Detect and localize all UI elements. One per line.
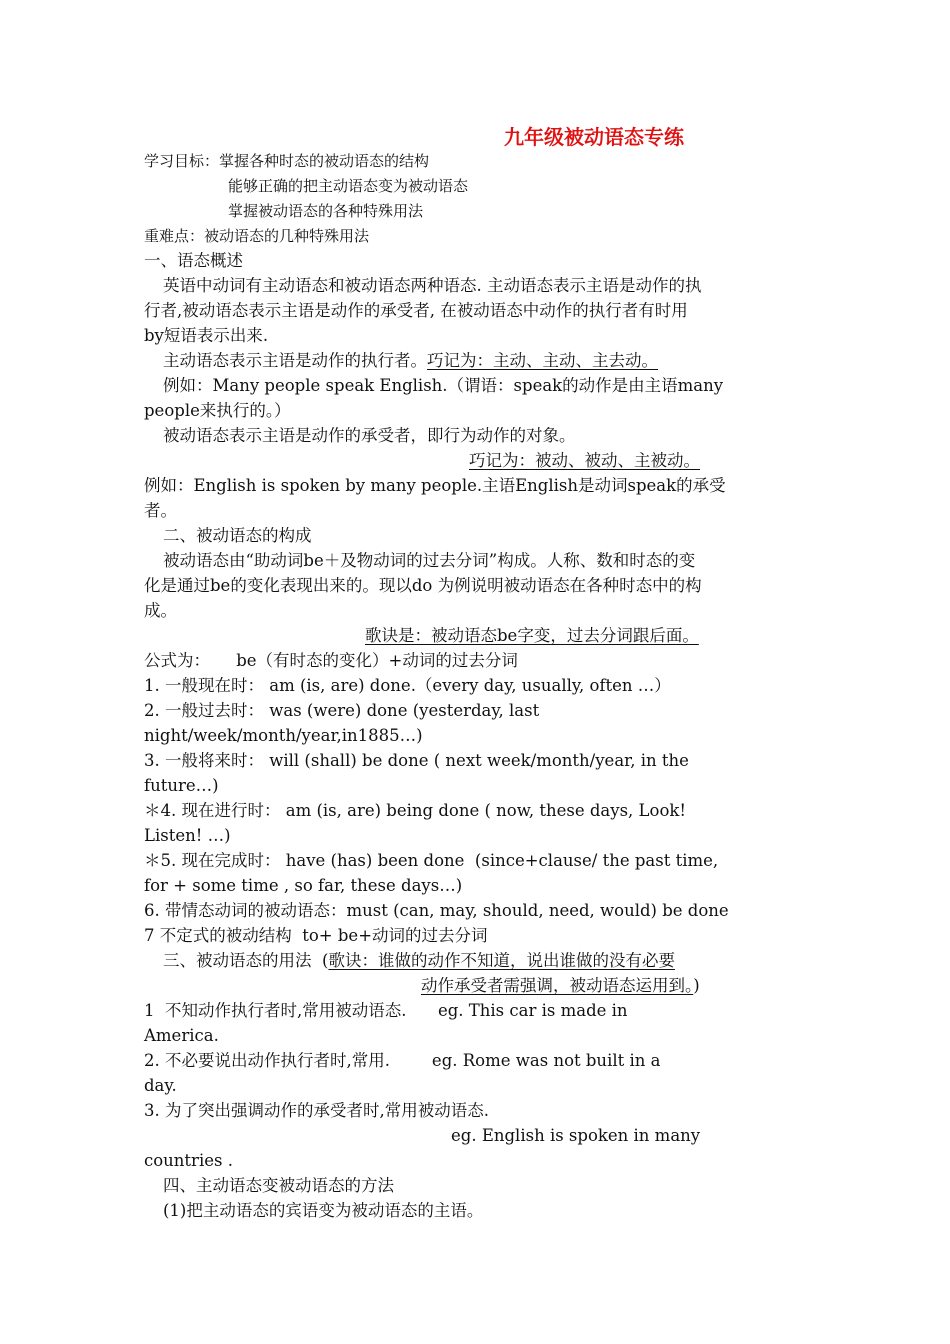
section-heading: 四、主动语态变被动语态的方法 [163, 1176, 394, 1195]
tense-item: 7 不定式的被动结构 to+ be+动词的过去分词 [144, 926, 488, 945]
tense-item: ＊4. 现在进行时： am (is, are) being done ( now, these days, Look! [144, 801, 687, 820]
usage-item: 3. 为了突出强调动作的承受者时,常用被动语态. [144, 1101, 489, 1120]
tense-item: for + some time , so far, these days…) [144, 876, 463, 895]
active-definition: 主动语态表示主语是动作的执行者。 [163, 351, 427, 370]
section-heading: 二、被动语态的构成 [163, 526, 312, 545]
usage-rhyme-line [421, 975, 700, 997]
paragraph-line: 被动语态由“助动词be＋及物动词的过去分词”构成。人称、数和时态的变 [163, 551, 696, 570]
tense-item: 2. 一般过去时： was (were) done (yesterday, last [144, 701, 540, 720]
rhyme-line: 歌诀是：被动语态be字变，过去分词跟后面。 [365, 626, 699, 645]
usage-example: countries . [144, 1151, 233, 1170]
key-point: 重难点：被动语态的几种特殊用法 [144, 227, 370, 245]
example-line: 者。 [144, 501, 177, 520]
passive-definition: 被动语态表示主语是动作的承受者，即行为动作的对象。 [163, 426, 576, 445]
goals-line: 能够正确的把主动语态变为被动语态 [228, 177, 469, 195]
usage-item: 2. 不必要说出动作执行者时,常用. eg. Rome was not built in a [144, 1051, 661, 1070]
paragraph-line: 成。 [144, 601, 177, 620]
usage-heading-line [163, 950, 675, 972]
active-voice-line [163, 350, 658, 372]
usage-item: day. [144, 1076, 177, 1095]
goals-line: 掌握被动语态的各种特殊用法 [228, 202, 424, 220]
page-title: 九年级被动语态专练 [504, 125, 684, 149]
paragraph-line: 行者,被动语态表示主语是动作的承受者, 在被动语态中动作的执行者有时用 [144, 301, 688, 320]
usage-example: eg. English is spoken in many [451, 1126, 701, 1145]
section-heading: 三、被动语态的用法 ( [163, 951, 329, 970]
tense-item: 1. 一般现在时： am (is, are) done.（every day, usually, often …） [144, 676, 671, 695]
usage-rhyme: 动作承受者需强调，被动语态运用到。 [421, 976, 694, 995]
paragraph-line: 化是通过be的变化表现出来的。现以do 为例说明被动语态在各种时态中的构 [144, 576, 702, 595]
usage-rhyme-close: ) [693, 976, 700, 995]
tense-item: 6. 带情态动词的被动语态：must (can, may, should, need, would) be done [144, 901, 729, 920]
section-heading: 一、语态概述 [144, 251, 243, 270]
example-line: 例如：English is spoken by many people.主语English是动词speak的承受 [144, 476, 726, 495]
example-line: people来执行的。） [144, 401, 291, 420]
active-mnemonic: 巧记为：主动、主动、主去动。 [427, 351, 658, 370]
usage-item: 1 不知动作执行者时,常用被动语态. eg. This car is made in [144, 1001, 628, 1020]
paragraph-line: by短语表示出来. [144, 326, 269, 345]
usage-rhyme: 歌诀：谁做的动作不知道，说出谁做的没有必要 [328, 951, 675, 970]
method-item: (1)把主动语态的宾语变为被动语态的主语。 [163, 1201, 484, 1220]
tense-item: Listen! …) [144, 826, 231, 845]
formula-line: 公式为： be（有时态的变化）+动词的过去分词 [144, 651, 518, 670]
paragraph-line: 英语中动词有主动语态和被动语态两种语态. 主动语态表示主语是动作的执 [163, 276, 702, 295]
example-line: 例如：Many people speak English.（谓语：speak的动作是由主语many [163, 376, 724, 395]
usage-item: America. [144, 1026, 219, 1045]
tense-item: ＊5. 现在完成时： have (has) been done (since+clause/ the past time, [144, 851, 719, 870]
passive-mnemonic: 巧记为：被动、被动、主被动。 [469, 451, 700, 470]
tense-item: future…) [144, 776, 219, 795]
tense-item: 3. 一般将来时： will (shall) be done ( next week/month/year, in the [144, 751, 689, 770]
tense-item: night/week/month/year,in1885…) [144, 726, 423, 745]
goals-label: 学习目标：掌握各种时态的被动语态的结构 [144, 152, 430, 170]
